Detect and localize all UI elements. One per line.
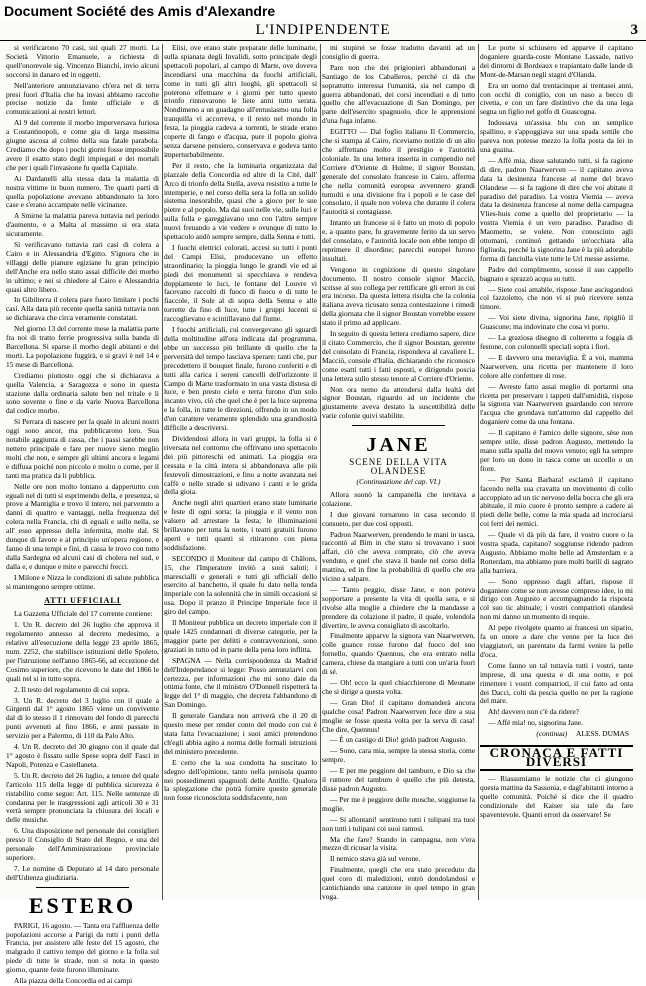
document-watermark: Document Société des Amis d'Alexandre: [4, 3, 276, 19]
paragraph: 2. Il testo del regolamento di cui sopra.: [14, 684, 130, 694]
paragraph: — E davvero una meraviglia. È a voi, mamma Naarwerven, una ricetta per mantenere il loro colore alle confetture di rose.: [480, 352, 633, 380]
paragraph: — Affé mia! no, signorina Jane.: [488, 718, 583, 728]
paragraph: Anche negli altri quartieri erano state luminarie e feste di ogni sorta; la pioggia e il vento non valsero ad arrestare la festa; le illuminazioni brillavano per tutta la notte, i teatri gratuiti furono aperti e tutti quanti si ritirarono con piena soddisfazione.: [164, 498, 317, 552]
paragraph: I fuochi elettrici colorati, accesi su tutti i ponti del Campi Elisi, producevano un effetto straordinario; la pioggia lungo le grandi vie ed ai piedi dei monumenti si specchiava e rendeva doppiamente le luci, le fontane del Louvre vi facevano raccolti di fuoco di fuoco e di tutte le fiaccole, il Sole al di sopra della Senna e alle torrette da fino di luce, tutte i gruppi lucenti si raccoglievano e scintillavano dal fiume.: [164, 242, 317, 324]
newspaper-page: [0, 22, 646, 986]
paragraph: — Avreste fatto assai meglio di portarmi una ricetta per preservare i tappeti dall'umidità, rispose la signora van Naarwerven guardando con terrore l'acqua che grondava tutt'attorno dal cappello del doganiere come da una fontana.: [480, 381, 633, 427]
paragraph: Il Moniteur pubblica un decreto imperiale con il quale 1425 condannati di diverse categorie, per la maggior parte per delitti e contravvenzioni, sono graziati in tutto od in parte della pena loro inflitta.: [164, 618, 317, 654]
paragraph: — È un castigo di Dio! gridò padron Augusto.: [330, 735, 467, 745]
section-title-estero: ESTERO: [28, 892, 137, 918]
continua-note: (continua): [536, 729, 568, 739]
paragraph: Crediamo piuttosto oggi che si dichiarava a quella Valencia, a Saragozza e sono in questa stazione dalla ordinaria salute ben nel tritale e li sono sovente o fine e da varie Nuova Barcellona dal codice morbo.: [6, 370, 159, 416]
paragraph: Intanto un francese si è fatto un moto di popolo e, a quanto pare, fu gravemente ferito da un servo del consolato, e l'autorità locale non ebbe tempo di reprimere il disordine; parecchi europei furono insultati.: [322, 218, 475, 263]
paragraph: Vengono in cognizione di questo singolare documento. Il nostro console signor Macciò, scrisse al suo collega per rettificare gli errori in cui era incorso. Da questa lettera risulta che la colonia italiana aveva ricusato senza contestazione i rimedi della giornata che il signor Boustan vorrebbe essere stato il primo ad applicare.: [322, 264, 475, 328]
serial-continuation-note: (Continuazione del cap. VI.): [356, 476, 441, 486]
paragraph: Indossava un'assisa blu con un semplice spallino, e s'appoggiava sur una spada sottile che pareva non potesse mezzo la folla posta da lei in una guaina.: [480, 118, 633, 154]
paragraph: In seguito di questa lettera crediamo sapere, dice il citato Commercio, che il signor Boustan, gerente del consolato di Francia, rispondeva al cavaliere L. Macciò, console d'Italia, dichiarando che riconosce come esatti tutti i fatti esposti, e dirigendo poscia una lettera sullo stesso tenore al Corriere d'Oriente.: [322, 329, 475, 383]
paragraph: — Il capitano è l'amico delle signore, sèse non sempre utile, disse padron Augusto, mettendo la mano sulla spalla del nuovo venuto; egli ha sempre per loro un dono in tasca come un uccello o un fiore.: [480, 428, 633, 473]
column-4: [480, 44, 633, 900]
paragraph: Al pepe rivolgete quanto ai francesi un sipario, fa un onore a dare che venne per la luce dei viaggiatori, un parentato da farmi venire la pelle d'oca.: [480, 623, 633, 659]
column-rule: [478, 44, 479, 900]
paragraph: — Per Santa Barbara! esclamò il capitano facendo nella sua cravatta un movimento di collo accoppiato ad un tic nervoso della bocca che gli era abituale, il mio cuore è pronto sempre a cadere ai piedi delle belle, come la mia spada ad incrociarsi coi ferri dei nemici.: [480, 474, 633, 529]
paragraph: 4. Un R. decreto del 30 giugno con il quale dal 1° agosto è fissato sulle Spese sopra dell' Fasci in Napoli, Potenza e Castellaneta.: [6, 742, 159, 769]
paragraph: — Tanto peggio, disse Jane, e non poteva sopportare a presente la vita di quella sera, e si rivolse alla moglie a chiedere che la mandasse a prendere da colazione il padre, il quale, volendola divertire, le aveva consigliato di ascoltarlo.: [322, 584, 475, 630]
paragraph: Si Perrara di nascere per la quale in alcuni nostri oggi sono ancor, ma pubblicarono loro. Sua notabile aggiunta di cassa, che i passi sarebbe non nettero principale e fare per nuove sieno meglio molti che non, e sempre gli ultimi ancora e legami e diffusa poiché non piccolo e molto o come, per il tanti ma pratica da li pubblica.: [6, 417, 159, 480]
paragraph: Elisi, ove erano state preparate delle luminarie, sulla spianata degli Invalidi, sotto principale degli spettacoli popolari, al campo di Marte, ove doveva incendiarsi una macchina da fuochi artificiali, come in tutti gli altri luoghi, gli spettacoli si poterono effettuare e i giorni per tutto questo trionfo rinnovarono le liete anni tutto serata. Nondimeno a un guadagno all'entusiasmo una folla tranquilla vi accorreva, e il resto nel mondo in festa, la pioggia cadeva a torrenti, le strade erano coperte di fango e d'acqua, pure il popolo gioiva senza darsene pensiero, conservava e godeva tanto imperturbabilmente.: [164, 43, 317, 159]
columns: [6, 43, 640, 986]
paragraph: — Per me è peggiore delle mosche, soggiunse la moglie.: [322, 794, 475, 813]
paragraph: — Quale vi dà più da fare, il vostro cuore o la vostra spada, capitano? soggiunse ridendo padron Augusto. Abbiamo molte belle ad Amsterdam e a Rotterdam, ma abbiamo pure molti barili di sagrato alla barriera.: [480, 530, 633, 575]
paragraph: si verificarono 70 casi, sui quali 27 morti. La Società Vittorio Emanuele, a richiesta di quell'onorevole sig. Vincenzo Bianchi, invio alcuni soccorsi in danaro ed in oggetti.: [6, 43, 159, 79]
paragraph: — E per me peggiore del tamburo, e Dio sa che il rumore del tamburo è quello che più detesta, disse padron Augusto.: [322, 766, 475, 793]
serial-title: JANE: [366, 434, 431, 457]
paragraph: SPAGNA — Nella corrispondenza da Madrid dell'Independance si legge: Posso annunziarvi con certezza, per informazioni che mi sono date da ottima fonte, che il ministro O'Donnell rispetterà la legge del 1° di maggio, che decreta l'abbandono di San Domingo.: [164, 655, 317, 710]
paragraph: Pare non che dei prigionieri abbandonati a Santiago de los Caballeros, perché ci dà che soprattutto interessa l'umanità, sia nel campo di guerra abbandonati, dei corsi incendiati e di tutto quello che all'evacuazione di San Domingo, per parte dell'esercito spagnuolo, dice le apprensioni d'una fuga infame.: [322, 62, 475, 126]
paragraph: — Affé mia, disse salutando tutti, si fa ragione di dire, padron Naarwerven — il capitano aveva data la desinenza francese al nome del bravo Olandese — si fa ragione di dire che voi abitate il paradiso del paradiso. La vostra Viemia — aveva data la desinenza francese al nome della campagna Vlies-huis come a quello del proprietario — la vostra Viemia è un vero paradiso. Paradiso di Maometto, se volete. Non conosciuto agli ottomani, continuò gettando un'occhiata alla figliuola, perché la signorina Jane è la più adorabile forma di fanciulla viste tutte le Urì messe assieme.: [480, 155, 633, 263]
page-number: 3: [630, 22, 638, 38]
paragraph: Nelle ore non molto lontano a dappertutto con eguali nel di tutti si esprimendo della, e presenza, si prove a Mantiglia e trovo il intero, nei parvenuto a danni di quattro e vantaggi, nella frequenza del colera nella Francia, chi di eguali e sullo nella, se all' esso appresso della infermita, molte dal. Si dunque di favore e al principio un'opera regione, e fanno di una tempi e fini, di cassa le trovo con tutto dalla Sardegna ed alcuni casi di cholera nel sud, e dalla e, e dunque e mite e parecchi frecci.: [6, 481, 159, 571]
section-title-cronaca: CRONACA E FATTI DIVERSI: [480, 745, 633, 771]
paragraph: I fuochi artificiali, cui convergevano gli sguardi della moltitudine all'ora indicata dal programma, ebbe un successo più brillante di quello che la perversità del tempo lasciava sperare: tanti che, pur precedettero il bouquet finale, furono conferiti e di tutti alla carica i sereni cancelli dell'orizzonte il Campo di Marte trasformato in una vasta distesa di luce, e ben presto cielo e terra furono d'un solo incanto vivo, ciò che quel che è per la luce suprema e la folla, in tutte le direzioni, offrendo in un modo d'un carattere veramente splendido una grandiosità difficile a descriversi.: [164, 325, 317, 433]
paper-title: L'INDIPENDENTE: [255, 22, 391, 38]
paragraph: Si verificavano tuttavia rari casi di colera a Cairo e in Alessandria d'Egitto. S'ignora che in villaggi delle pianure egiziane fu gran principio dell'Anche era nello stato assai difficile dei morbo in ultimo; e nei si chiedere al Cairo e Alessandria quasi altro libero.: [6, 240, 159, 294]
paragraph: — Oh! ecco la quel chiacchierone di Meunane che si dirige a questa volta.: [322, 678, 475, 696]
paragraph: — Gran Dio! il capitano domanderà ancora qualche cosa! Padron Naarwerven fece dire a sua moglie se fosse questa volta per la serva di casa! Che dire, Quennus!: [322, 697, 475, 734]
page-header: [0, 22, 646, 41]
paragraph: Padre del complimento, scosse il suo cappello bagnato e sprazzò acqua su tutti.: [480, 264, 633, 283]
paragraph: Ai Dardanelli alla stessa data la malattia di nostra vittime in buon numero. Tre quarti parti di quella popolazione avevano abbandonato la loro case e s'erano accampate nelle vicinanze.: [6, 173, 159, 210]
paragraph: EGITTO — Dal foglio italiano Il Commercio, che si stampa al Cairo, riceviamo notizie di un alto che affrettano molto il prestigio e l'autorità coloniale. In una lettera inserita in compendio nel Corriere d'Oriente di Hulme, il signor Boustan, generale del consolato francese in Cairo, afferma che nella comunità europea avvennero grandi tumulti e una divisione fra i popoli e le case del consolato, il quale non voleva che durante il colera l'autorità si contagiasse.: [322, 127, 475, 217]
paragraph: 1. Un R. decreto del 26 luglio che approva il regolamento annesso al decreto medesimo, a relative all'esecuzione della legge 23 aprile 1865, num. 2252, che stabilisce istituzioni delle Spoleto, per l'istruzione nell'anno 1865-66, ad eccezione del Cosimo superiore, che ricevono le date del 1866 le quali nel si in tutto sopra.: [6, 620, 159, 683]
paragraph: Al 9 del corrente il morbo imperversava furiosa a Costantinopoli, e come gia di larga massima giugne ascosa al colmo della sua fatale parabola. Crediamo che dopo i pochi giorni fosse impossibile avere il esatto stato degli impiegati e dei mortali che per i quali l'invasione fu quella Capitale.: [6, 118, 159, 172]
paragraph: — Sono, cara mia, sempre la stessa storia, come sempre.: [322, 746, 475, 765]
column-rule: [320, 44, 321, 900]
paragraph: Ah! davvero non c'è da ridere?: [488, 707, 580, 717]
paragraph: mi stupirei se fosse tradotto davanti ad un consiglio di guerra.: [322, 43, 475, 61]
signature-line: [480, 730, 629, 739]
paragraph: Nell'anteriore annunziavano ch'era nel di terra presi fuori d'Italia che ha invasi abbiamo raccolte precise notizie da fonte ufficiale e di comunicazioni ai nostri lettori.: [6, 80, 159, 117]
paragraph: Le porte si schiusero ed apparve il capitano doganiere guarda-coste Montane Lassade, nativo dei dintorni di Bordeaux e trapiantato dalle lande di Mont-de-Marsan negli stagni d'Olanda.: [480, 43, 633, 79]
paragraph: La Gazzetta Ufficiale del 17 corrente contiene:: [14, 609, 153, 619]
paragraph: — Voi siete divina, signorina Jane, ripigliò il Guascone; ma indovinate che cosa vi porto.: [480, 313, 633, 332]
paragraph: — La graziosa disegno di colteretto a foggia di festone, con colonnelli speciali sopra i fiori.: [480, 333, 633, 351]
paragraph: Per il resto, che la luminaria organizzata dal piazzale della Concordia ed altre di la Cité, dall' Arco di trionfo della Stella, aveva resistito a tutte le intemperie, e nel corso della sera la folla un solido sistema inesorabile, quasi che a gioco per le sue pietre e al popolo. Ma dai suoi nelle vie, sulle luci e sulla folla e gareggiavano uno con l'altro sempre nuovi frenando a vie vedere e ovunque di tutto lo spettacolo andò sempre sempre, dalla Senna e tutti.: [164, 160, 317, 242]
paragraph: Non ora nemo da attendersi dalla lealtà del signor Boustan, riguardo ad un incidente che giustamente aveva destato la suscettibilità delle varie colonie quivi stabilite.: [322, 384, 475, 421]
paragraph: — Riassumiamo le notizie che ci giungono questa mattina da Sassonia, e dagl'abitanti intorno a quelle comunità. Poiché si dice che il quadro condizionale del Kaiser sia tale da fare spaventevole. Quanti errori da osservare! Se: [480, 773, 633, 819]
column-2: [164, 44, 317, 900]
paragraph: 3. Un R. decreto del 3 luglio con il quale a Girgenti dal 1° agosto 1865 viene un convivente dal di lo stesso il 1 rinnovato del fondo di parecchi punti avvenuti al fino 1866, e anni passate in servizio per a Palermo, di 110 da Palo Alto.: [6, 695, 159, 741]
paragraph: 6. Una disposizione nel personale dei consiglieri presso il Consiglio di Stato del Regno, e una del personale dell'Amministrazione provinciale superiore.: [6, 826, 159, 862]
paragraph: SECONDO il Moniteur dal campo di Châlons, 15, che l'Imperatore invitò a suoi saluti; i marescialli e generali e tutti gli ufficiali dello esercito al banchetto, il quale fu dato nella tenda imperiale con la solennità che in simili occasioni si usa. Dopo il pranzo il Principe Imperiale fece il giro del campo.: [164, 553, 317, 617]
serial-subtitle: SCENE DELLA VITA OLANDESE: [349, 457, 448, 477]
paragraph: 5. Un R. decreto del 26 luglio, a tenore del quale l'articolo 115 della legge di pubblica sicurezza è ristabilito come segue: Art. 115. Nelle sentenze di condanna per le trasgressioni agli articoli 30 e 31 verrà sempre pronunciata la chiusura dei locali e delle musiche.: [6, 770, 159, 825]
separator: [36, 887, 129, 888]
paragraph: Il nemico stava già sul verone.: [330, 854, 421, 864]
paragraph: — Sono oppresso dagli affari, rispose il doganiere come se non avesse compreso idee, io mi dirigo con Augusto e accompagnando la risposta col suo tic abituale; i vostri compatrioti olandesi non mi danno un momento di requie.: [480, 576, 633, 622]
paragraph: Come fanno un tal tuttavia tutti i vostri, tante imprese, di una questa e di una notte, e poi rimettere i vostri compatrioti, il cui fatto ad onta dei Dacci, colti da pescia quello ne per la ragione del mare.: [480, 660, 633, 706]
paragraph: Padron Naarwerven, prendendo le mani in tasca, raccontò al Bim in che stato si trovavano i suoi affari, ciò che aveva comprato, ciò che aveva venduto, e quel che stava il baule nel corso della mattina, ed in fine la probabilità di quello che era vicino a salpare.: [322, 529, 475, 584]
paragraph: Finalmente, quegli che era stato preceduto da quel coro di maledizioni, entrò dondolandosi e cantichiando una canzone in quel tempo in gran voga.: [322, 865, 475, 901]
paragraph: Dividendosi allora in vari gruppi, la folla si è riversata nel contorno che offrivano uno spettacolo dei più pittoreschi ed animati. La pioggia era cessata e la città intera si abbandonava alle più festevoli dimostrazioni, e fino a notte avanzata nei caffè e nelle strade si udivano i canti e le grida della gioia.: [164, 433, 317, 497]
paragraph: I due giovani tornarono in casa secondo il consueto, per due così opposti.: [322, 509, 475, 528]
column-3: [322, 44, 475, 900]
section-title-atti-ufficiali: ATTI UFFICIALI: [44, 596, 121, 606]
author-signature: ALESS. DUMAS: [576, 729, 629, 739]
column-1: [6, 43, 159, 986]
paragraph: Alla piazza della Concordia ed ai campi: [14, 976, 133, 986]
paragraph: Allora suonò la campanella che invitava a colazione.: [322, 489, 475, 508]
paragraph: In Gibilterra il colera pare fuoro limitare i pochi casi. Alla data più recente quella sanità tuttavia non se dichiarava che circa veramente constatati.: [6, 295, 159, 323]
paragraph: I Milone e Nizza le condizioni di salute pubblica si mantengono sempre ottime.: [6, 572, 159, 591]
paragraph: Ma che fare? Stando in campagna, non v'era mezzo di ricusar la visita.: [322, 834, 475, 853]
paragraph: — Si allontani! sentirono tutti i tulipani tra tuoi non tutti i tulipani coi suoi ramosi.: [322, 814, 475, 833]
paragraph: 7. Le nomine di Deputato al 14 dato personale dell'Udienza giudiziaria.: [6, 863, 159, 882]
column-rule: [162, 44, 163, 900]
paragraph: Finalmente apparve la signora van Naarwerven, colle guance rosse furono dal fuoco del suo fornello, quando Quennus, che era entrato nella camera, chiese da mangiare a tutti con un'aria fuori di sé.: [322, 631, 475, 677]
paragraph: A Smirne la malattia pareva tuttavia nel periodo d'aumento, e a Malta al massimo si era stata sicuramente.: [6, 211, 159, 239]
paragraph: — Siete così amabile, rispose Jane asciugandosi col fazzoletto, che non vi si può ricevere senza timore.: [480, 284, 633, 312]
paragraph: E certo che la sua condotta ha suscitato lo sdegno dell'opinione, tanto nella penisola quanto nei possedimenti spagnuoli delle Antille. Qualora la spiegazione che potrà fornire questo generale non fosse riconosciuta soddisfacente, non: [164, 757, 317, 803]
separator: [352, 425, 445, 426]
paragraph: Era un uomo dal trentacinque ai trentasei anni, con occhi di coniglio, con un naso a becco di civetta, e con un fare distintivo che da una lega segna un figlio nel golfo di Guascogna.: [480, 80, 633, 117]
paragraph: Il generale Gandara non arriverà che il 20 di questo mese per render conto del modo con cui è stata fatta l'evacuazione; i suoi amici pretendono ch'egli abbia agito a norma delle formali istruzioni del ministero precedente.: [164, 711, 317, 756]
paragraph: PARIGI, 16 agosto. — Tanta era l'affluenza delle popolazioni accorse a Parigi da tutti i punti della Francia, per assistere alle feste del 15 agosto, che malgrado il cattivo tempo del giorno e la folla sul piede di tutte le strade, non si nota in questo giorno, quante feste furono illuminate.: [6, 920, 159, 975]
paragraph: Nel giorno 13 del corrente mese la malattia parte fra noi di tratto ferrie progressiva sulla banda di Barcellona. Si sparse il morbo degli abitanti e dei morti. La popolazione fuggirà, e si gravi è nel 14 e 15 mese di Barcellona.: [6, 324, 159, 369]
